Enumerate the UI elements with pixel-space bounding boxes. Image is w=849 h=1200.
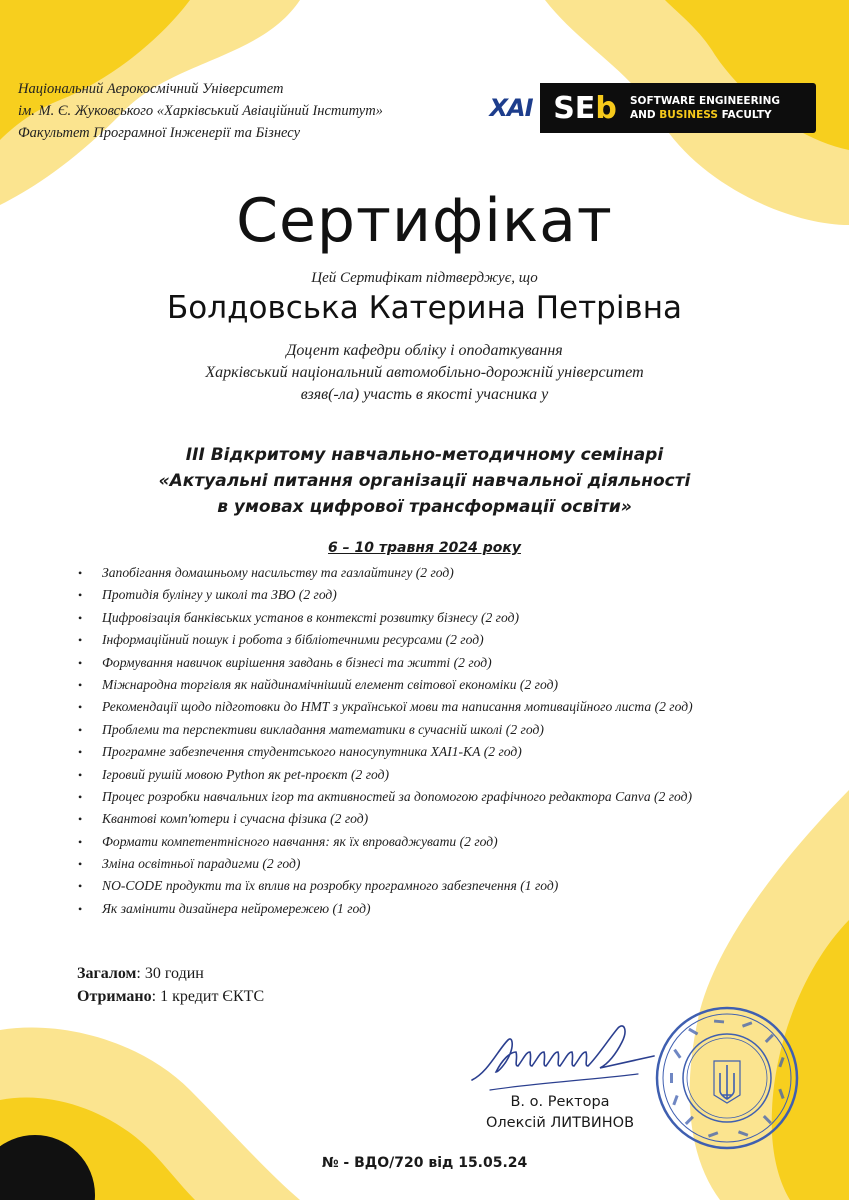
recipient-organization: Харківський національний автомобільно-дорожній університет <box>205 364 644 381</box>
topic-text: Міжнародна торгівля як найдинамічніший елемент світової економіки (2 год) <box>102 676 558 692</box>
topic-item <box>76 741 816 763</box>
topic-item <box>76 831 816 853</box>
institution-line: ім. М. Є. Жуковського «Харківський Авіаційний Інститут» <box>18 103 383 119</box>
topic-item <box>76 629 816 651</box>
topic-text: Проблеми та перспективи викладання математики в сучасній школі (2 год) <box>102 721 544 737</box>
bullet-icon: • <box>78 767 83 782</box>
bullet-icon: • <box>78 722 83 737</box>
signatory-role: В. о. Ректора <box>510 1094 610 1110</box>
bullet-icon: • <box>78 677 83 692</box>
event-title-line: ІІІ Відкритому навчально-методичному семінарі <box>185 445 664 465</box>
topic-item <box>76 808 816 830</box>
participation-text: взяв(-ла) участь в якості учасника у <box>300 386 549 403</box>
topic-item <box>76 853 816 875</box>
bullet-icon: • <box>78 700 83 715</box>
logo-text-line: AND BUSINESS FACULTY <box>630 109 772 121</box>
bullet-icon: • <box>78 834 83 849</box>
topic-item <box>76 719 816 741</box>
bullet-icon: • <box>78 633 83 648</box>
signatory-block <box>440 1092 680 1134</box>
confirmation-text: Цей Сертифікат підтверджує, що <box>311 270 538 286</box>
topic-item <box>76 764 816 786</box>
certificate-title: Сертифікат <box>236 186 613 256</box>
bullet-icon: • <box>78 655 83 670</box>
topic-text: Процес розробки навчальних ігор та активностей за допомогою графічного редактора Canva (2 год) <box>102 788 693 804</box>
event-title <box>0 442 849 520</box>
topic-text: Формати компетентнісного навчання: як їх впроваджувати (2 год) <box>102 833 498 849</box>
topic-item <box>76 674 816 696</box>
bullet-icon: • <box>78 879 83 894</box>
topic-item <box>76 584 816 606</box>
topic-text: Цифровізація банківських установ в контексті розвитку бізнесу (2 год) <box>102 609 520 625</box>
topic-item <box>76 696 816 718</box>
credits-received: Отримано: 1 кредит ЄКТС <box>77 988 265 1005</box>
recipient-name: Болдовська Катерина Петрівна <box>167 290 682 326</box>
institution-block <box>18 78 488 144</box>
seb-logo-prefix: SE <box>553 90 596 126</box>
recipient-position: Доцент кафедри обліку і оподаткування <box>286 342 563 359</box>
topic-text: Запобігання домашньому насильству та газлайтингу (2 год) <box>102 565 454 580</box>
topic-text: Ігровий рушій мовою Python як pet-проєкт (2 год) <box>102 766 390 782</box>
bullet-icon: • <box>78 566 83 580</box>
bullet-icon: • <box>78 588 83 603</box>
topic-text: Формування навичок вирішення завдань в бізнесі та житті (2 год) <box>102 654 492 670</box>
totals-block <box>77 962 264 1008</box>
total-hours: Загалом: 30 годин <box>77 965 204 982</box>
bullet-icon: • <box>78 745 83 760</box>
faculty-line: Факультет Програмної Інженерії та Бізнесу <box>18 125 301 141</box>
bullet-icon: • <box>78 812 83 827</box>
xai-logo: XAI <box>482 83 540 133</box>
event-dates: 6 – 10 травня 2024 року <box>328 540 521 556</box>
topic-item <box>76 652 816 674</box>
bullet-icon: • <box>78 610 83 625</box>
bullet-icon: • <box>78 857 83 872</box>
logo-text-line: SOFTWARE ENGINEERING <box>630 95 780 107</box>
faculty-logo <box>482 83 816 133</box>
topic-item <box>76 786 816 808</box>
recipient-details <box>0 340 849 406</box>
topic-item <box>76 898 816 920</box>
topic-text: NO-CODE продукти та їх вплив на розробку програмного забезпечення (1 год) <box>102 878 559 894</box>
rector-signature <box>468 1010 658 1100</box>
document-number: № - ВДО/720 від 15.05.24 <box>321 1155 528 1171</box>
faculty-logo-text <box>630 94 780 122</box>
topic-item <box>76 562 816 584</box>
topic-item <box>76 875 816 897</box>
seb-logo <box>540 91 630 126</box>
signatory-name: Олексій ЛИТВИНОВ <box>485 1115 635 1131</box>
event-title-line: «Актуальні питання організації навчальної діяльності <box>158 471 691 491</box>
topic-text: Програмне забезпечення студентського наносупутника ХАІ1-КА (2 год) <box>102 744 522 760</box>
bullet-icon: • <box>78 789 83 804</box>
topic-text: Протидія булінгу у школі та ЗВО (2 год) <box>102 587 337 603</box>
topic-text: Як замінити дизайнера нейромережею (1 год) <box>102 900 371 916</box>
topic-text: Інформаційний пошук і робота з бібліотечними ресурсами (2 год) <box>102 632 484 648</box>
bullet-icon: • <box>78 901 83 916</box>
topics-list <box>76 562 816 920</box>
topic-text: Квантові комп'ютери і сучасна фізика (2 год) <box>102 811 369 827</box>
topic-text: Зміна освітньої парадигми (2 год) <box>102 856 301 872</box>
event-title-line: в умовах цифрової трансформації освіти» <box>217 497 632 517</box>
topic-item <box>76 607 816 629</box>
institution-line: Національний Аерокосмічний Університет <box>18 81 284 97</box>
topic-text: Рекомендації щодо підготовки до НМТ з української мови та написання мотиваційного листа (2 год) <box>102 699 693 715</box>
seb-logo-suffix: b <box>595 90 617 126</box>
